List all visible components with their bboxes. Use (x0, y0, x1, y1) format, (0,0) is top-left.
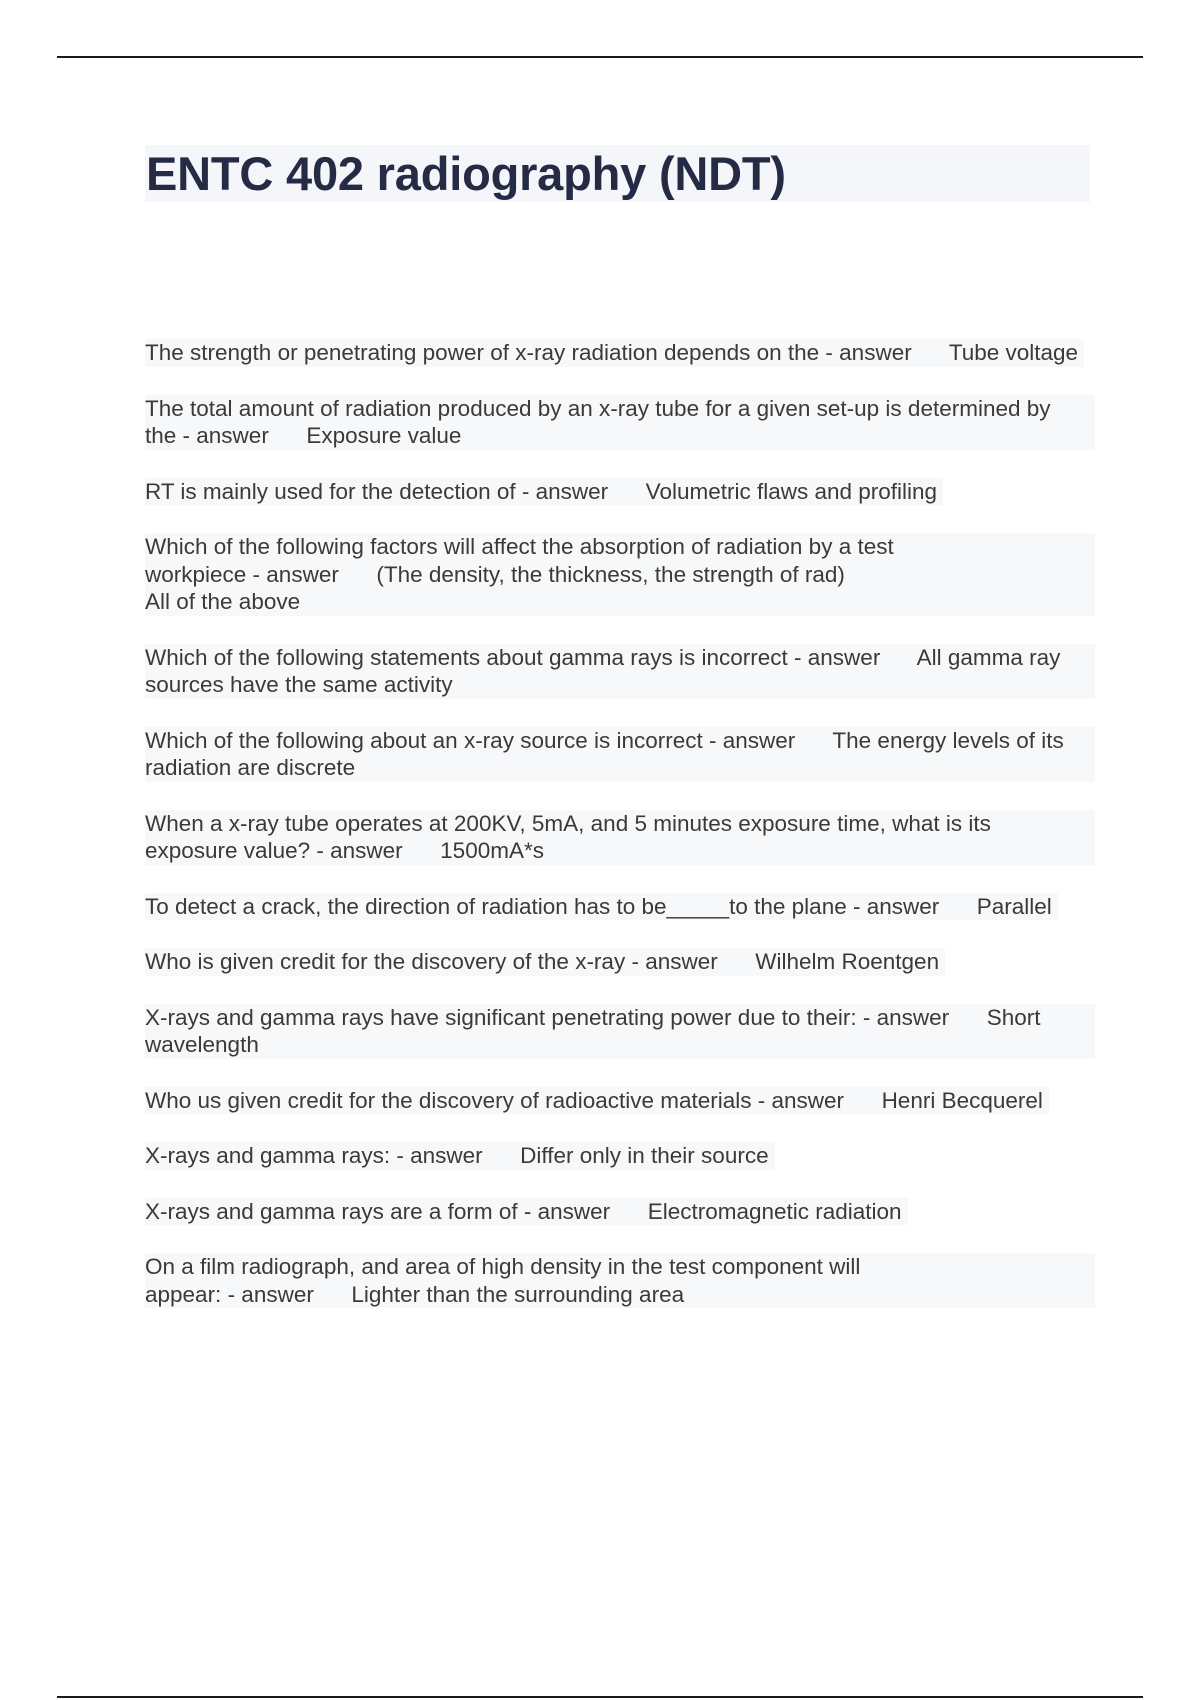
answer-text: Short wavelength (145, 1004, 1047, 1057)
answer-separator: - answer (390, 1143, 521, 1168)
qa-item (145, 1087, 1049, 1115)
question-text: X-rays and gamma rays: (145, 1143, 391, 1168)
answer-separator: - answer (515, 478, 646, 504)
question-text: On a film radiograph, and area of high density in the test component will appear: (145, 1254, 867, 1307)
question-text: The strength or penetrating power of x-ray radiation depends on the (145, 340, 820, 365)
answer-text: Differ only in their source (520, 1143, 769, 1168)
answer-text: Exposure value (306, 423, 462, 448)
answer-separator: - answer (517, 1198, 648, 1224)
question-text: Which of the following about an x-ray source is incorrect (145, 727, 703, 753)
answer-text: Volumetric flaws and profiling (645, 478, 938, 504)
question-text: Who us given credit for the discovery of radioactive materials (145, 1087, 752, 1113)
answer-text: Electromagnetic radiation (647, 1198, 902, 1224)
answer-separator: - answer (310, 838, 441, 863)
answer-text: Tube voltage (948, 340, 1079, 365)
answer-text: Parallel (976, 893, 1052, 919)
question-text: The total amount of radiation produced by an x-ray tube for a given set-up is determined by the (145, 395, 1057, 448)
document-title: ENTC 402 radiography (NDT) (146, 147, 786, 200)
question-text: RT is mainly used for the detection of (145, 478, 516, 504)
bottom-rule (57, 1696, 1143, 1698)
qa-item (145, 478, 943, 506)
answer-separator: - answer (702, 727, 833, 753)
question-text: X-rays and gamma rays have significant penetrating power due to their: (145, 1004, 857, 1030)
question-text: Who is given credit for the discovery of the x-ray (145, 949, 626, 974)
question-text: When a x-ray tube operates at 200KV, 5mA, and 5 minutes exposure time, what is its exposure value? (145, 810, 998, 863)
question-text: Which of the following factors will affect the absorption of radiation by a test workpiece (145, 534, 900, 587)
top-rule (57, 56, 1143, 58)
question-text: Which of the following statements about gamma rays is incorrect (145, 644, 788, 670)
answer-separator: - answer (751, 1087, 882, 1113)
answer-separator: - answer (846, 893, 977, 919)
answer-separator: - answer (176, 423, 307, 448)
qa-item (145, 1253, 1095, 1308)
qa-item (145, 533, 1095, 616)
answer-text: Lighter than the surrounding area (351, 1281, 685, 1307)
answer-separator: - answer (625, 949, 756, 974)
qa-item (145, 395, 1095, 450)
qa-list (145, 339, 1095, 1336)
answer-separator: - answer (856, 1004, 987, 1030)
qa-item (145, 948, 945, 976)
answer-separator: - answer (787, 644, 917, 670)
answer-separator: - answer (819, 340, 949, 365)
qa-item (145, 339, 1084, 367)
answer-text: Wilhelm Roentgen (755, 949, 940, 974)
qa-item (145, 727, 1095, 782)
answer-text: (The density, the thickness, the strength of rad) All of the above (145, 561, 845, 614)
qa-item (145, 1198, 908, 1226)
qa-item (145, 1142, 775, 1170)
answer-separator: - answer (221, 1281, 352, 1307)
answer-text: Henri Becquerel (881, 1087, 1043, 1113)
answer-text: The energy levels of its radiation are discrete (145, 727, 1071, 780)
question-text: X-rays and gamma rays are a form of (145, 1198, 518, 1224)
qa-item (145, 893, 1058, 921)
qa-item (145, 644, 1095, 699)
answer-text: All gamma ray sources have the same activity (145, 644, 1067, 697)
question-text: To detect a crack, the direction of radiation has to be_____to the plane (145, 893, 847, 919)
answer-text: 1500mA*s (440, 838, 544, 863)
qa-item (145, 810, 1095, 865)
answer-separator: - answer (246, 561, 377, 587)
qa-item (145, 1004, 1095, 1059)
